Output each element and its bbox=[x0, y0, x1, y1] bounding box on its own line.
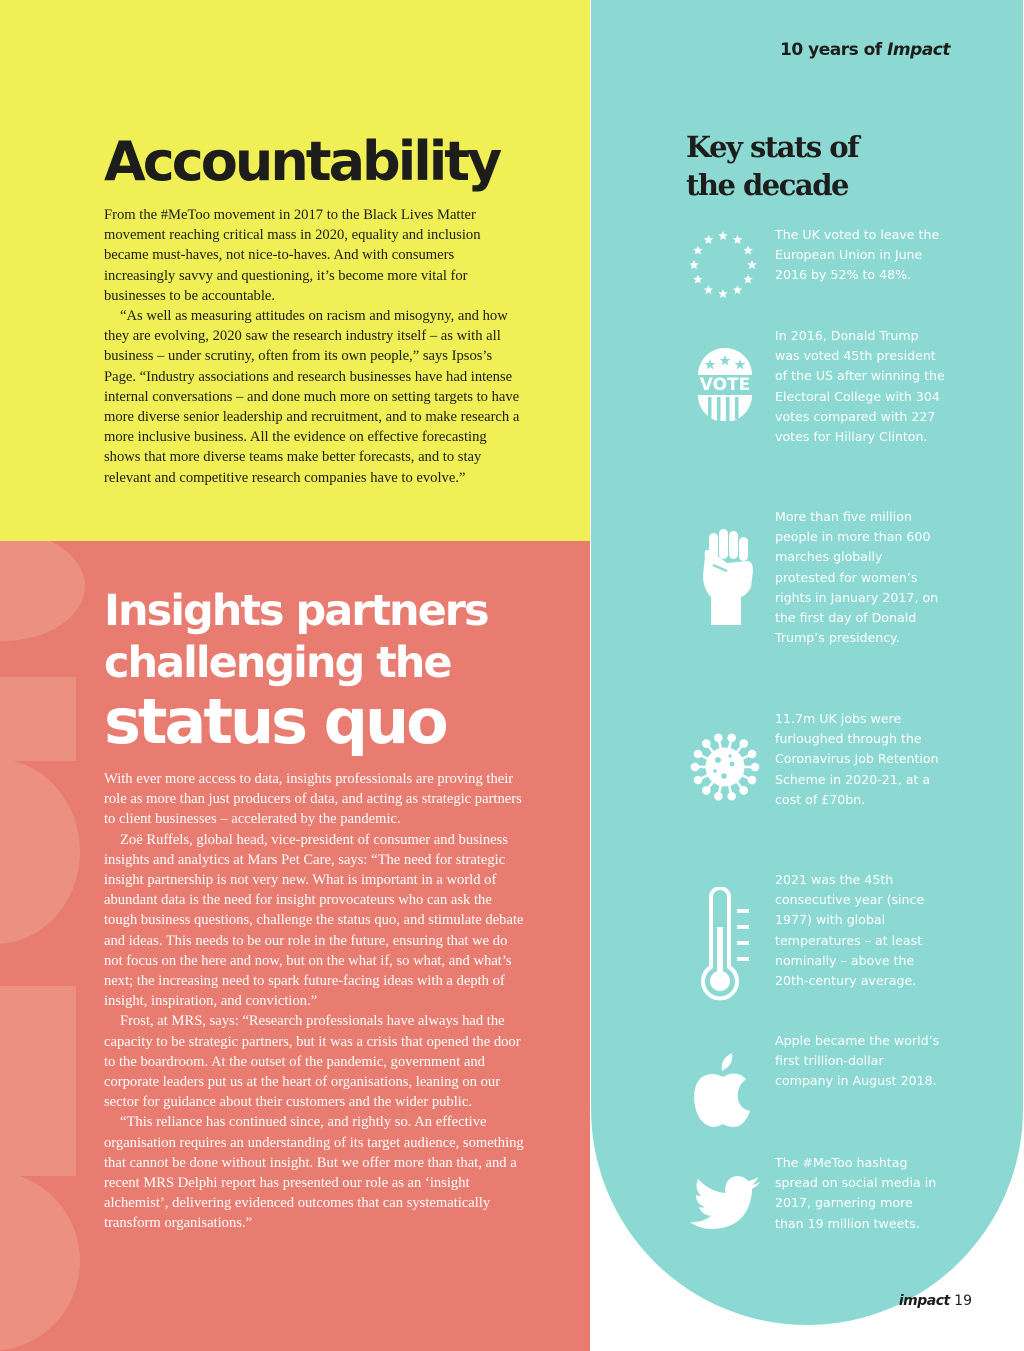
decorative-shape bbox=[0, 541, 85, 641]
stat-text-metoo: The #MeToo hashtag spread on social media in 2017, garnering more than 19 million tweets. bbox=[775, 1155, 937, 1231]
accountability-title: Accountability bbox=[104, 130, 500, 193]
accountability-paragraph: “As well as measuring attitudes on racism and misogyny, and how they are evolving, 2020 saw the research industry itself – as with all business – under scrutiny, often from its own people,” says Ipsos’s Page. “Industry associations and research businesses have had intense internal conversations – and done much more on setting targets to have more diverse senior leadership and recruitment, and to make research a more inclusive business. All the evidence on effective forecasting shows that more diverse teams make better forecasts, and to stay relevant and competitive research companies have to evolve.” bbox=[104, 308, 520, 486]
stat-text-brexit: The UK voted to leave the European Union in June 2016 by 52% to 48%. bbox=[775, 227, 940, 283]
eu-star-icon bbox=[733, 285, 743, 294]
stat-text-womens-march: More than five million people in more than 600 marches globally protested for women’s rights in January 2017, on the first day of Donald Trump’s presidency. bbox=[775, 509, 939, 646]
insights-body bbox=[104, 769, 524, 1234]
eu-star-icon bbox=[718, 231, 728, 240]
decorative-shape bbox=[0, 759, 80, 944]
thermometer-icon bbox=[697, 887, 753, 1007]
stat-text-temperatures: 2021 was the 45th consecutive year (since 1977) with global temperatures – at least nominally – above the 20th-century average. bbox=[775, 872, 925, 989]
eu-stars-icon bbox=[688, 228, 758, 302]
twitter-bird-icon bbox=[690, 1176, 762, 1232]
apple-logo-icon bbox=[692, 1053, 754, 1129]
header-dot-icon bbox=[957, 43, 973, 59]
decorative-shape bbox=[0, 986, 76, 1176]
key-stats-title bbox=[686, 128, 906, 204]
eu-star-icon bbox=[693, 246, 703, 255]
stat-text-furlough: 11.7m UK jobs were furloughed through the Coronavirus Job Retention Scheme in 2020-21, at a cost of £70bn. bbox=[775, 711, 939, 807]
page-number: 19 bbox=[954, 1293, 972, 1309]
section-header-emphasis: Impact bbox=[887, 40, 950, 60]
eu-star-icon bbox=[689, 260, 699, 269]
stat-text-apple: Apple became the world’s first trillion-dollar company in August 2018. bbox=[775, 1033, 940, 1089]
eu-star-icon bbox=[693, 275, 703, 284]
key-stats-title-line: Key stats of bbox=[686, 130, 859, 164]
accountability-paragraph: From the #MeToo movement in 2017 to the Black Lives Matter movement reaching critical mass in 2020, equality and inclusion became must-haves, not nice-to-haves. And with consumers increasingly savvy and questioning, it’s become more vital for businesses to be accountable. bbox=[104, 207, 481, 304]
stat-text-trump-election: In 2016, Donald Trump was voted 45th president of the US after winning the Electoral College with 304 votes compared with 227 votes for Hillary Clinton. bbox=[775, 328, 945, 445]
insights-title bbox=[104, 585, 488, 758]
eu-star-icon bbox=[743, 275, 753, 284]
eu-star-icon bbox=[747, 260, 757, 269]
insights-paragraph: Zoë Ruffels, global head, vice-president of consumer and business insights and analytics at Mars Pet Care, says: “The need for strategic insight partnership is not very new. What is important in a world of abundant data is the need for insight provocateurs who can ask the tough business questions, challenge the status quo, and stimulate debate and ideas. This needs to be our role in the future, ensuring that we do not focus on the here and now, but on the what if, so what, and what’s next; the increasing need to spark future-facing ideas with a depth of insight, inspiration, and conviction.” bbox=[104, 831, 524, 1010]
eu-star-icon bbox=[733, 235, 743, 244]
eu-star-icon bbox=[704, 235, 714, 244]
insights-paragraph: Frost, at MRS, says: “Research professionals have always had the capacity to be strategic partners, but it was a crisis that opened the door to the boardroom. At the outset of the pandemic, government and corporate leaders put us at the heart of organisations, leaning on our sector for guidance about their customers and the wider public. bbox=[104, 1013, 521, 1111]
eu-star-icon bbox=[704, 285, 714, 294]
vote-badge-icon bbox=[690, 345, 760, 421]
decorative-shape bbox=[0, 677, 76, 761]
eu-star-icon bbox=[718, 289, 728, 298]
insights-paragraph: “This reliance has continued since, and rightly so. An effective organisation requires an understanding of its target audience, something that cannot be done without insight. But we offer more than that, and a recent MRS Delphi report has presented our role as an ‘insight alchemist’, delivering evidenced outcomes that can systematically transform organisations.” bbox=[104, 1114, 524, 1232]
footer-brand: impact bbox=[898, 1293, 950, 1309]
insights-title-line: status quo bbox=[104, 685, 446, 758]
accountability-section bbox=[0, 0, 590, 541]
page-footer bbox=[899, 1293, 972, 1309]
accountability-body bbox=[104, 205, 524, 488]
virus-icon bbox=[688, 730, 762, 804]
section-header bbox=[780, 40, 950, 60]
section-header-prefix: 10 years of bbox=[780, 40, 882, 60]
insights-title-line: Insights partners bbox=[104, 586, 488, 636]
eu-star-icon bbox=[743, 246, 753, 255]
decorative-shape bbox=[0, 1171, 80, 1351]
raised-fist-icon bbox=[697, 527, 757, 627]
key-stats-title-line: the decade bbox=[686, 168, 848, 202]
insights-title-line: challenging the bbox=[104, 638, 451, 688]
insights-paragraph: With ever more access to data, insights professionals are proving their role as more than just producers of data, and acting as strategic partners to client businesses – accelerated by the pandemic. bbox=[104, 771, 522, 828]
insights-section bbox=[0, 541, 590, 1351]
vote-badge-label: VOTE bbox=[699, 375, 751, 395]
